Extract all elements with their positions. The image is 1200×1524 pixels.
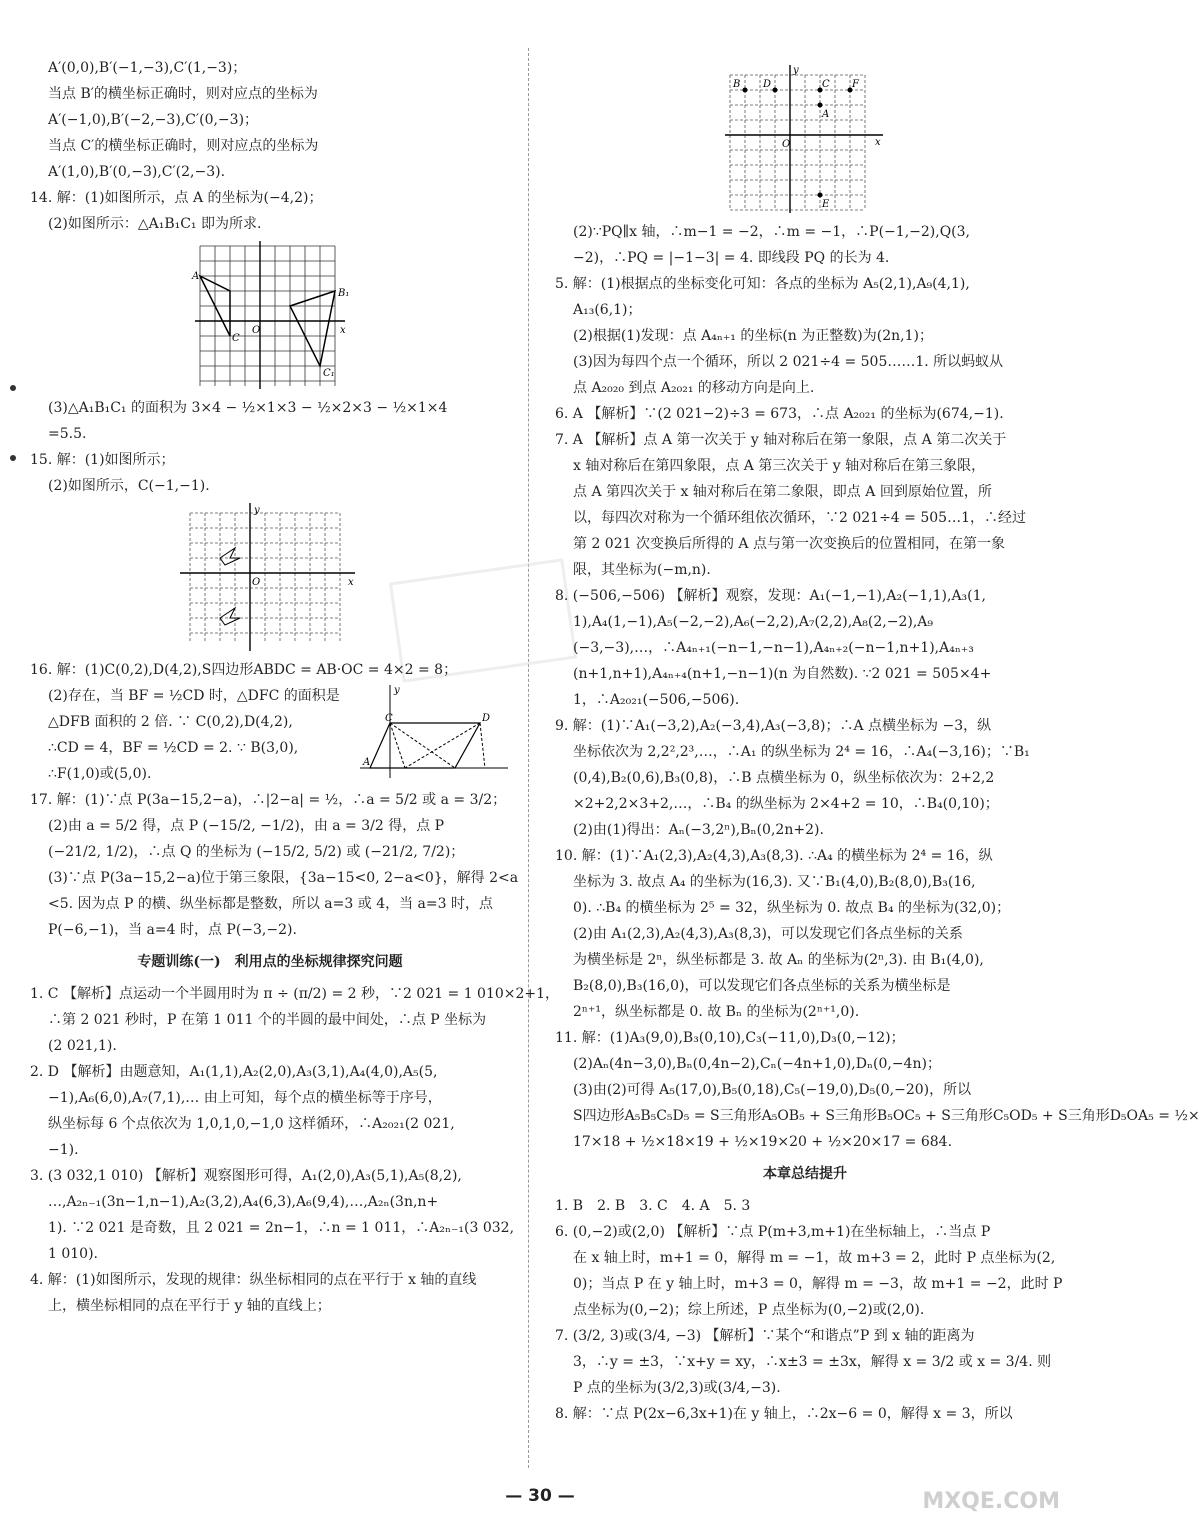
- text-line: 坐标依次为 2,2²,2³,…，∴A₁ 的纵坐标为 2⁴ = 16，∴A₄(−3,16)；∵B₁: [573, 744, 1030, 760]
- svg-text:y: y: [793, 65, 799, 76]
- svg-text:O: O: [252, 577, 261, 588]
- text-line: 当点 C′的横坐标正确时，则对应点的坐标为: [48, 138, 319, 154]
- text-line: 7. A 【解析】点 A 第一次关于 y 轴对称后在第一象限，点 A 第二次关于: [555, 432, 1007, 448]
- svg-text:C: C: [232, 333, 240, 344]
- svg-text:A: A: [363, 757, 371, 768]
- text-line: (−3,−3),…，∴A₄ₙ₊₁(−n−1,−n−1),A₄ₙ₊₂(−n−1,n+1),A₄ₙ₊₃: [573, 640, 974, 656]
- text-line: 17×18 + ½×18×19 + ½×19×20 + ½×20×17 = 684.: [573, 1134, 953, 1150]
- text-line: …,A₂ₙ₋₁(3n−1,n−1),A₂(3,2),A₄(6,3),A₆(9,4),…,A₂ₙ(3n,n+: [48, 1194, 439, 1210]
- text-line: 1),A₄(1,−1),A₅(−2,−2),A₆(−2,2),A₇(2,2),A₈(2,−2),A₉: [573, 614, 934, 630]
- text-line: 6. (0,−2)或(2,0) 【解析】∵点 P(m+3,m+1)在坐标轴上，∴当点 P: [555, 1224, 991, 1240]
- trapezoid-figure-16: [360, 683, 510, 783]
- section-title: 本章总结提升: [763, 1166, 847, 1182]
- text-line: 1，∴A₂₀₂₁(−506,−506).: [573, 692, 740, 708]
- text-line: 9. 解：(1)∵A₁(−3,2),A₂(−3,4),A₃(−3,8)；∴A 点横坐标为 −3，纵: [555, 718, 992, 734]
- column-divider: [528, 48, 529, 1468]
- text-line: 2. D 【解析】由题意知，A₁(1,1),A₂(2,0),A₃(3,1),A₄(4,0),A₅(5,: [30, 1064, 438, 1080]
- text-line: 3. (3 032,1 010) 【解析】观察图形可得，A₁(2,0),A₃(5,1),A₅(8,2),: [30, 1168, 462, 1184]
- text-line: A₁₃(6,1)；: [573, 302, 642, 318]
- text-line: (2)∵PQ∥x 轴，∴m−1 = −2，∴m = −1，∴P(−1,−2),Q(3,: [573, 224, 970, 240]
- grid-figure-15: [180, 503, 360, 653]
- svg-text:D: D: [482, 713, 491, 724]
- svg-text:B₁: B₁: [338, 288, 350, 299]
- svg-text:O: O: [782, 139, 791, 150]
- binding-hole: [10, 385, 16, 391]
- text-line: A′(1,0),B′(0,−3),C′(2,−3).: [48, 164, 226, 180]
- text-line: 1. B 2. B 3. C 4. A 5. 3: [555, 1198, 751, 1214]
- text-line: P 点的坐标为(3/2,3)或(3/4,−3).: [573, 1380, 781, 1396]
- text-line: −2)，∴PQ = |−1−3| = 4. 即线段 PQ 的长为 4.: [573, 250, 890, 266]
- text-line: 0). ∴B₄ 的横坐标为 2⁵ = 32，纵坐标为 0. 故点 B₄ 的坐标为(32,0)；: [573, 900, 1011, 916]
- text-line: 17. 解：(1)∵点 P(3a−15,2−a)，∴|2−a| = ½，∴a = 5/2 或 a = 3/2；: [30, 792, 507, 808]
- svg-text:O: O: [252, 325, 261, 336]
- text-line: (2)如图所示：△A₁B₁C₁ 即为所求.: [48, 216, 262, 232]
- svg-text:E: E: [822, 199, 830, 210]
- svg-text:D: D: [763, 79, 772, 90]
- page-number: — 30 —: [505, 1486, 575, 1506]
- text-line: (2 021,1).: [48, 1038, 117, 1054]
- text-line: (n+1,n+1),A₄ₙ₊₄(n+1,−n−1)(n 为自然数). ∵2 021 = 505×4+: [573, 666, 992, 682]
- svg-text:x: x: [875, 137, 881, 148]
- text-line: 坐标为 3. 故点 A₄ 的坐标为(16,3). 又∵B₁(4,0),B₂(8,0),B₃(16,: [573, 874, 976, 890]
- text-line: 为横坐标是 2ⁿ，纵坐标都是 3. 故 Aₙ 的坐标为(2ⁿ,3). 由 B₁(4,0),: [573, 952, 984, 968]
- text-line: 4. 解：(1)如图所示，发现的规律：纵坐标相同的点在平行于 x 轴的直线: [30, 1272, 477, 1288]
- svg-text:y: y: [394, 685, 400, 696]
- grid-figure-4: [725, 65, 885, 215]
- text-line: x 轴对称后在第四象限，点 A 第三次关于 y 轴对称后在第三象限，: [573, 458, 986, 474]
- text-line: (2)由(1)得出：Aₙ(−3,2ⁿ),Bₙ(0,2n+2).: [573, 822, 824, 838]
- problem-16-block: [30, 683, 510, 787]
- text-line: 7. (3/2, 3)或(3/4, −3) 【解析】∵某个“和谐点”P 到 x 轴的距离为: [555, 1328, 975, 1344]
- text-line: 点坐标为(0,−2)；综上所述，P 点坐标为(0,−2)或(2,0).: [573, 1302, 925, 1318]
- text-line: =5.5.: [48, 426, 87, 442]
- text-line: ×2+2,2×3+2,…，∴B₄ 的纵坐标为 2×4+2 = 10，∴B₄(0,10)；: [573, 796, 999, 812]
- svg-text:x: x: [348, 577, 354, 588]
- svg-text:C: C: [385, 713, 393, 724]
- text-line: 16. 解：(1)C(0,2),D(4,2),S四边形ABDC = AB·OC = 4×2 = 8；: [30, 662, 458, 678]
- text-line: (2)由 a = 5/2 得，点 P (−15/2, −1/2)，由 a = 3/2 得，点 P: [48, 818, 445, 834]
- svg-text:A: A: [822, 109, 830, 120]
- text-line: 当点 B′的横坐标正确时，则对应点的坐标为: [48, 86, 318, 102]
- svg-text:A: A: [192, 271, 200, 282]
- text-line: P(−6,−1)，当 a=4 时，点 P(−3,−2).: [48, 922, 297, 938]
- text-line: 上，横坐标相同的点在平行于 y 轴的直线上；: [48, 1298, 331, 1314]
- text-line: <5. 因为点 P 的横、纵坐标都是整数，所以 a=3 或 4，当 a=3 时，点: [48, 896, 493, 912]
- text-line: 6. A 【解析】∵(2 021−2)÷3 = 673，∴点 A₂₀₂₁ 的坐标为(674,−1).: [555, 406, 1004, 422]
- svg-text:y: y: [254, 505, 260, 516]
- text-line: −1).: [48, 1142, 79, 1158]
- text-line: ∴第 2 021 秒时，P 在第 1 011 个的半圆的最中间处，∴点 P 坐标为: [48, 1012, 487, 1028]
- text-line: 8. 解：∵点 P(2x−6,3x+1)在 y 轴上，∴2x−6 = 0，解得 x = 3，所以: [555, 1406, 1013, 1422]
- text-line: 限，其坐标为(−m,n).: [573, 562, 711, 578]
- text-line: 10. 解：(1)∵A₁(2,3),A₂(4,3),A₃(8,3). ∴A₄ 的横坐标为 2⁴ = 16，纵: [555, 848, 993, 864]
- text-line: S四边形A₅B₅C₅D₅ = S三角形A₅OB₅ + S三角形B₅OC₅ + S三角形C₅OD₅ + S三角形D₅OA₅ = ½×: [573, 1108, 1200, 1124]
- svg-text:x: x: [340, 325, 346, 336]
- text-line: 纵坐标每 6 个点依次为 1,0,1,0,−1,0 这样循环，∴A₂₀₂₁(2 021,: [48, 1116, 455, 1132]
- text-line: 0)；当点 P 在 y 轴上时，m+3 = 0，解得 m = −3，故 m+1 = −2，此时 P: [573, 1276, 1063, 1292]
- text-line: (−21/2, 1/2)，∴点 Q 的坐标为 (−15/2, 5/2) 或 (−21/2, 7/2)；: [48, 844, 465, 860]
- text-line: (2)Aₙ(4n−3,0),Bₙ(0,4n−2),Cₙ(−4n+1,0),Dₙ(0,−4n)；: [573, 1056, 941, 1072]
- text-line: (3)∵点 P(3a−15,2−a)位于第三象限，{3a−15<0, 2−a<0}，解得 2<a: [48, 870, 519, 886]
- svg-text:C₁: C₁: [323, 368, 335, 379]
- text-line: 1 010).: [48, 1246, 98, 1262]
- text-line: 3，∴y = ±3，∵x+y = xy，∴x±3 = ±3x，解得 x = 3/2 或 x = 3/4. 则: [573, 1354, 1052, 1370]
- text-line: 1. C 【解析】点运动一个半圆用时为 π ÷ (π/2) = 2 秒，∵2 021 = 1 010×2+1，: [30, 986, 560, 1002]
- text-line: (2)由 A₁(2,3),A₂(4,3),A₃(8,3)，可以发现它们各点坐标的关系: [573, 926, 963, 942]
- text-line: (0,4),B₂(0,6),B₃(0,8)，∴B 点横坐标为 0，纵坐标依次为：2+2,2: [573, 770, 995, 786]
- text-line: △DFB 面积的 2 倍. ∵ C(0,2),D(4,2),: [48, 714, 293, 730]
- text-line: 11. 解：(1)A₃(9,0),B₃(0,10),C₃(−11,0),D₃(0,−12)；: [555, 1030, 905, 1046]
- text-line: 2ⁿ⁺¹，纵坐标都是 0. 故 Bₙ 的坐标为(2ⁿ⁺¹,0).: [573, 1004, 860, 1020]
- text-line: 5. 解：(1)根据点的坐标变化可知：各点的坐标为 A₅(2,1),A₉(4,1),: [555, 276, 970, 292]
- text-line: 在 x 轴上时，m+1 = 0，解得 m = −1，故 m+3 = 2，此时 P 点坐标为(2,: [573, 1250, 1056, 1266]
- right-column: [555, 55, 1200, 1427]
- text-line: 点 A₂₀₂₀ 到点 A₂₀₂₁ 的移动方向是向上.: [573, 380, 815, 396]
- section-title: 专题训练(一) 利用点的坐标规律探究问题: [137, 954, 403, 970]
- text-line: (3)由(2)可得 A₅(17,0),B₅(0,18),C₅(−19,0),D₅(0,−20)，所以: [573, 1082, 972, 1098]
- watermark-text: MXQE.COM: [922, 1489, 1060, 1514]
- text-line: −1),A₆(6,0),A₇(7,1),… 由上可知，每个点的横坐标等于序号，: [48, 1090, 442, 1106]
- svg-text:F: F: [852, 79, 859, 90]
- text-line: A′(−1,0),B′(−2,−3),C′(0,−3)；: [48, 112, 259, 128]
- left-column: [30, 55, 560, 1319]
- text-line: (2)存在，当 BF = ½CD 时，△DFC 的面积是: [48, 688, 340, 704]
- svg-text:B: B: [733, 79, 741, 90]
- text-line: 14. 解：(1)如图所示，点 A 的坐标为(−4,2)；: [30, 190, 323, 206]
- text-line: 1). ∵2 021 是奇数，且 2 021 = 2n−1，∴n = 1 011，∴A₂ₙ₋₁(3 032,: [48, 1220, 515, 1236]
- svg-text:C: C: [822, 79, 830, 90]
- binding-hole: [10, 455, 16, 461]
- text-line: 8. (−506,−506) 【解析】观察，发现：A₁(−1,−1),A₂(−1,1),A₃(1,: [555, 588, 986, 604]
- text-line: 以，每四次对称为一个循环组依次循环，∵2 021÷4 = 505…1，∴经过: [573, 510, 1026, 526]
- grid-figure-14: [190, 241, 350, 391]
- text-line: 点 A 第四次关于 x 轴对称后在第二象限，即点 A 回到原始位置，所: [573, 484, 992, 500]
- text-line: (3)△A₁B₁C₁ 的面积为 3×4 − ½×1×3 − ½×2×3 − ½×1×4: [48, 400, 448, 416]
- text-line: ∴CD = 4，BF = ½CD = 2. ∵ B(3,0),: [48, 740, 299, 756]
- text-line: ∴F(1,0)或(5,0).: [48, 766, 152, 782]
- text-line: B₂(8,0),B₃(16,0)，可以发现它们各点坐标的关系为横坐标是: [573, 978, 951, 994]
- text-line: (2)根据(1)发现：点 A₄ₙ₊₁ 的坐标(n 为正整数)为(2n,1)；: [573, 328, 933, 344]
- text-line: (2)如图所示，C(−1,−1).: [48, 478, 210, 494]
- text-line: 15. 解：(1)如图所示；: [30, 452, 175, 468]
- text-line: 第 2 021 次变换后所得的 A 点与第一次变换后的位置相同，在第一象: [573, 536, 1005, 552]
- text-line: A′(0,0),B′(−1,−3),C′(1,−3)；: [48, 60, 247, 76]
- text-line: (3)因为每四个点一个循环，所以 2 021÷4 = 505……1. 所以蚂蚁从: [573, 354, 1004, 370]
